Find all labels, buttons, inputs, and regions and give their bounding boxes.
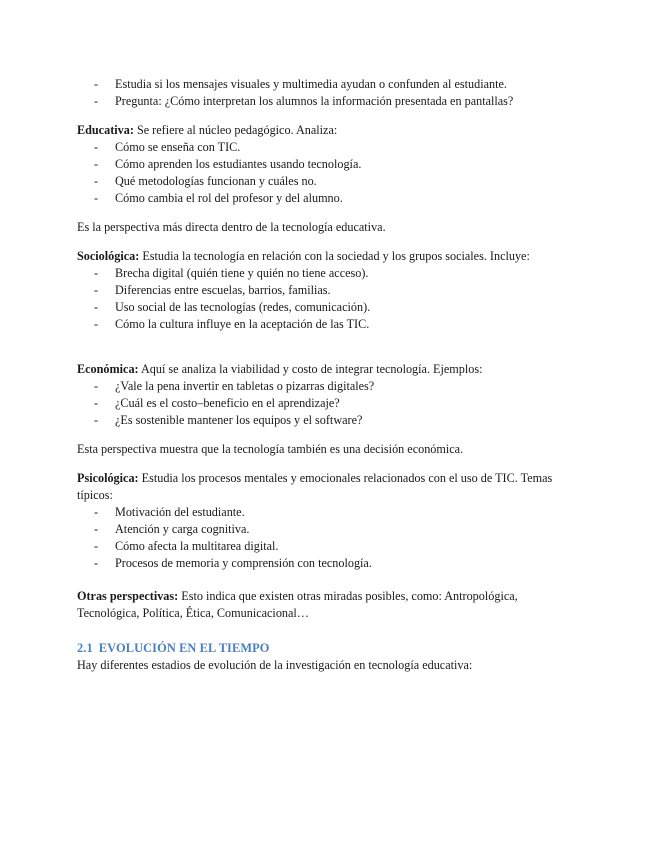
list-item: - Cómo la cultura influye en la aceptación de las TIC. xyxy=(94,317,370,331)
list-item: - Cómo afecta la multitarea digital. xyxy=(94,539,279,553)
list-item: - Atención y carga cognitiva. xyxy=(94,522,250,536)
list-item: - Motivación del estudiante. xyxy=(94,505,245,519)
intro-list xyxy=(77,76,577,110)
economica-list xyxy=(77,378,577,429)
economica-note: Esta perspectiva muestra que la tecnología también es una decisión económica. xyxy=(77,442,464,456)
section-body: Hay diferentes estadios de evolución de la investigación en tecnología educativa: xyxy=(77,658,473,672)
list-item: - Brecha digital (quién tiene y quién no tiene acceso). xyxy=(94,266,369,280)
list-item: - ¿Cuál es el costo–beneficio en el aprendizaje? xyxy=(94,396,340,410)
list-item: - Qué metodologías funcionan y cuáles no. xyxy=(94,174,317,188)
psicologica-paragraph: Psicológica: Estudia los procesos mentales y emocionales relacionados con el uso de TIC. Temas típicos: xyxy=(77,471,553,502)
document-page xyxy=(77,76,577,674)
otras-paragraph: Otras perspectivas: Esto indica que existen otras miradas posibles, como: Antropológica, Tecnológica, Política, Ética, Comunicacional… xyxy=(77,589,518,620)
list-item: - ¿Vale la pena invertir en tabletas o pizarras digitales? xyxy=(94,379,375,393)
list-item: - Cómo se enseña con TIC. xyxy=(94,140,241,154)
sociologica-list xyxy=(77,265,577,333)
list-item: - Cómo aprenden los estudiantes usando tecnología. xyxy=(94,157,362,171)
sociologica-paragraph: Sociológica: Estudia la tecnología en relación con la sociedad y los grupos sociales. Incluye: xyxy=(77,249,530,263)
section-number: 2.1 xyxy=(77,641,93,655)
section-title: EVOLUCIÓN EN EL TIEMPO xyxy=(98,641,270,655)
psicologica-list xyxy=(77,504,577,572)
educativa-list xyxy=(77,139,577,207)
economica-paragraph: Económica: Aquí se analiza la viabilidad y costo de integrar tecnología. Ejemplos: xyxy=(77,362,483,376)
list-item: - Uso social de las tecnologías (redes, comunicación). xyxy=(94,300,371,314)
list-item: - Estudia si los mensajes visuales y multimedia ayudan o confunden al estudiante. xyxy=(94,77,507,91)
section-heading xyxy=(77,640,577,657)
list-item: - Pregunta: ¿Cómo interpretan los alumnos la información presentada en pantallas? xyxy=(94,94,514,108)
list-item: - Procesos de memoria y comprensión con tecnología. xyxy=(94,556,372,570)
educativa-paragraph: Educativa: Se refiere al núcleo pedagógico. Analiza: xyxy=(77,123,338,137)
educativa-note: Es la perspectiva más directa dentro de la tecnología educativa. xyxy=(77,220,386,234)
list-item: - ¿Es sostenible mantener los equipos y el software? xyxy=(94,413,363,427)
list-item: - Cómo cambia el rol del profesor y del alumno. xyxy=(94,191,343,205)
list-item: - Diferencias entre escuelas, barrios, familias. xyxy=(94,283,331,297)
